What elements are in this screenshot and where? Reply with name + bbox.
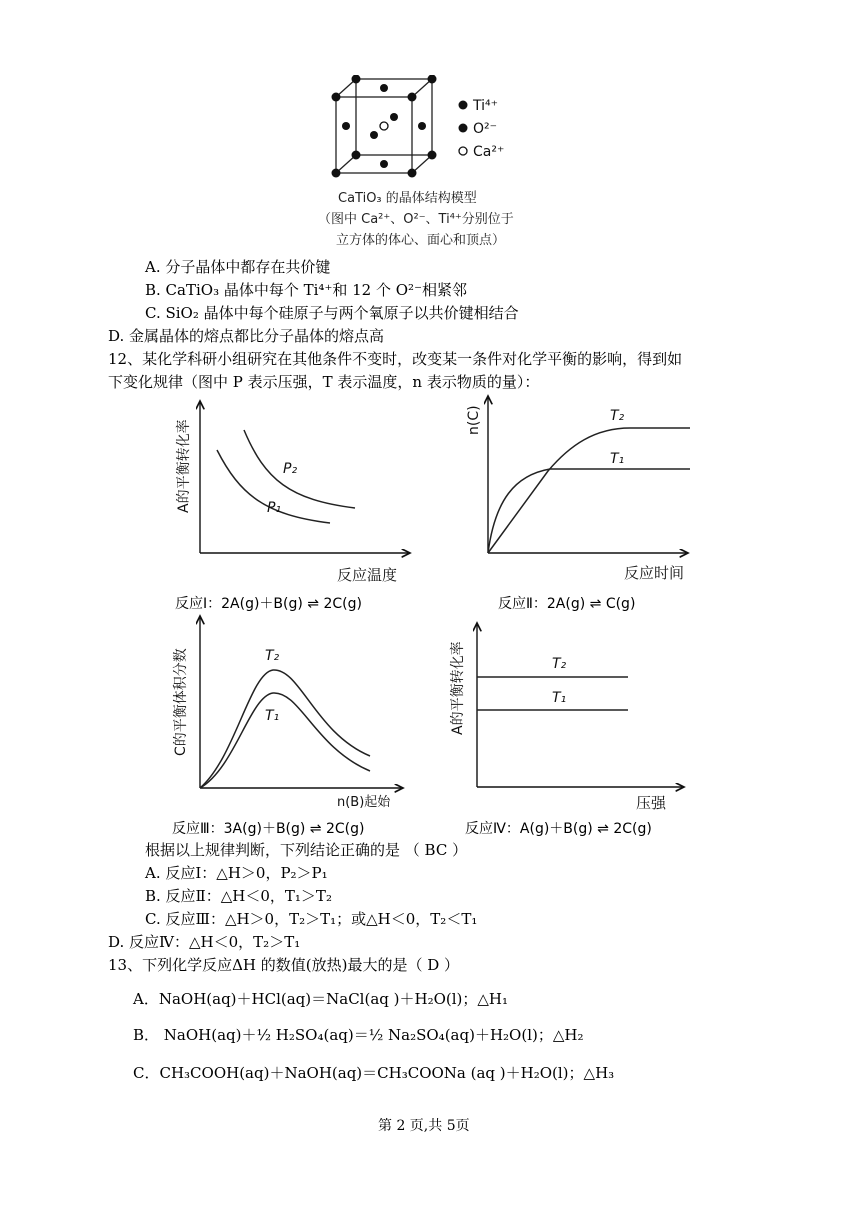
caption-reaction-4: 反应Ⅳ：A(g)＋B(g) ⇌ 2C(g) (465, 821, 652, 837)
q12-stem-1: 12、某化学科研小组研究在其他条件不变时，改变某一条件对化学平衡的影响，得到如 (108, 350, 683, 368)
crystal-caption-3: 立方体的体心、面心和顶点） (336, 233, 506, 248)
q13-option-a: A．NaOH(aq)＋HCl(aq)＝NaCl(aq )＋H₂O(l)；△H₁ (133, 990, 509, 1008)
crystal-caption-2: （图中 Ca²⁺、O²⁻、Ti⁴⁺分别位于 (318, 212, 514, 227)
q12-option-d: D. 反应Ⅳ：△H＜0，T₂＞T₁ (108, 933, 301, 951)
series-label-t1: T₁ (610, 451, 625, 467)
x-axis-label: 反应时间 (624, 564, 685, 582)
chart-reaction-3 (165, 608, 425, 813)
series-label-t2: T₂ (610, 408, 625, 424)
q11-option-d: D. 金属晶体的熔点都比分子晶体的熔点高 (108, 327, 385, 345)
q12-option-a: A. 反应Ⅰ：△H＞0，P₂＞P₁ (145, 864, 328, 882)
y-axis-label: A的平衡转化率 (450, 641, 466, 735)
q13-option-b: B． NaOH(aq)＋½ H₂SO₄(aq)＝½ Na₂SO₄(aq)＋H₂O(l)；△H₂ (133, 1026, 584, 1044)
legend-ca: Ca²⁺ (473, 144, 505, 160)
ca-ion-dot (380, 122, 388, 130)
crystal-caption-1: CaTiO₃ 的晶体结构模型 (338, 191, 477, 206)
series-label-t1: T₁ (552, 690, 567, 706)
series-label-p2: P₂ (283, 461, 298, 477)
legend-o: O²⁻ (473, 121, 498, 137)
curve-t2 (200, 670, 370, 788)
q12-question: 根据以上规律判断，下列结论正确的是 （ BC ） (145, 841, 468, 859)
y-axis-label: C的平衡体积分数 (173, 648, 189, 756)
y-axis-label: A的平衡转化率 (176, 419, 192, 513)
caption-reaction-1: 反应Ⅰ：2A(g)＋B(g) ⇌ 2C(g) (175, 596, 362, 612)
q12-stem-2: 下变化规律（图中 P 表示压强，T 表示温度，n 表示物质的量）： (108, 373, 540, 391)
x-axis-label: n(B)起始 (337, 795, 391, 810)
q11-option-c: C. SiO₂ 晶体中每个硅原子与两个氧原子以共价键相结合 (145, 304, 519, 322)
q13-option-c: C．CH₃COOH(aq)＋NaOH(aq)＝CH₃COONa (aq )＋H₂O(l)；△H₃ (133, 1064, 615, 1082)
y-axis-label: n(C) (466, 405, 482, 435)
q11-option-b: B. CaTiO₃ 晶体中每个 Ti⁴⁺和 12 个 O²⁻相紧邻 (145, 281, 467, 299)
series-label-t2: T₂ (552, 656, 567, 672)
series-label-p1: P₁ (267, 500, 282, 516)
chart-reaction-1 (170, 395, 420, 590)
q11-option-a: A. 分子晶体中都存在共价键 (145, 258, 331, 276)
x-axis-label: 反应温度 (337, 566, 398, 584)
q13-stem: 13、下列化学反应ΔH 的数值(放热)最大的是（ D ） (108, 956, 460, 974)
series-label-t2: T₂ (265, 648, 280, 664)
caption-reaction-2: 反应Ⅱ：2A(g) ⇌ C(g) (498, 596, 636, 612)
series-label-t1: T₁ (265, 708, 280, 724)
curve-p2 (244, 430, 355, 508)
x-axis-label: 压强 (636, 794, 667, 812)
q12-option-c: C. 反应Ⅲ：△H＞0，T₂＞T₁；或△H＜0，T₂＜T₁ (145, 910, 478, 928)
legend-ti: Ti⁴⁺ (473, 98, 499, 114)
q12-option-b: B. 反应Ⅱ：△H＜0，T₁＞T₂ (145, 887, 332, 905)
chart-reaction-4 (440, 615, 700, 815)
crystal-structure-figure (330, 75, 560, 185)
chart-reaction-2 (460, 390, 700, 590)
caption-reaction-3: 反应Ⅲ：3A(g)＋B(g) ⇌ 2C(g) (172, 821, 365, 837)
page-footer: 第 2 页,共 5页 (378, 1118, 470, 1134)
curve-t2 (488, 428, 690, 553)
